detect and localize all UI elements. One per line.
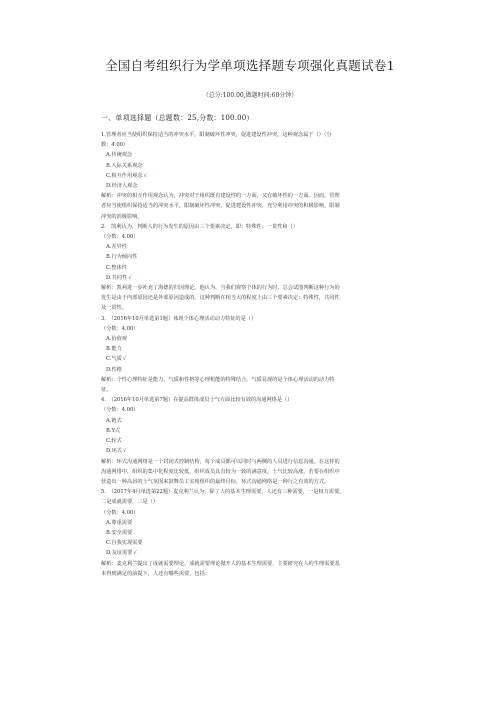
question-block <box>101 395 411 487</box>
correct-answer-checkmark: √ <box>123 448 127 455</box>
analysis-line: 发生是由于内部原因还是外部原因造成的。这种判断在相当大的程度上由三个要素决定：特殊性，共同性 <box>101 295 340 302</box>
question-stem-line: （分数：4.00） <box>101 407 139 414</box>
answer-option <box>101 252 411 262</box>
answer-option <box>101 171 411 181</box>
option-text: C.相互作用观念 <box>106 172 143 179</box>
option-text: D.环式 <box>106 448 122 455</box>
analysis-line: 及一贯性。 <box>101 305 127 312</box>
answer-option <box>101 436 411 446</box>
question-block <box>101 314 411 396</box>
option-text: C.自我实现需要 <box>106 540 143 547</box>
option-text: A.传统观念 <box>106 152 133 159</box>
option-text: C.气质 <box>106 356 122 363</box>
answer-option <box>101 416 411 426</box>
answer-option <box>101 242 411 252</box>
question-list <box>101 130 411 579</box>
option-text: A.尊重需要 <box>106 519 133 526</box>
option-text: B.人际关系观念 <box>106 162 143 169</box>
option-text: D.友谊需要 <box>106 550 133 557</box>
section-heading: 一、单项选择题（总题数：25,分数：100.00） <box>101 114 254 122</box>
option-text: A.价值观 <box>106 336 127 343</box>
option-text: D.性格 <box>106 366 122 373</box>
option-text: A.差异性 <box>106 244 127 251</box>
answer-option <box>101 528 411 538</box>
analysis-line: 营造出一种高昂的士气氛围来鼓舞员工实现组织的最终目标，环式沟通网络是一种行之有效的方式。 <box>101 478 330 485</box>
answer-option <box>101 150 411 160</box>
question-block <box>101 130 411 222</box>
question-block <box>101 487 411 579</box>
correct-answer-checkmark: √ <box>122 356 127 363</box>
analysis-line: 沟通网络中，组织的集中化程度比较低，组织成员具有较为一致的满意度，士气比较高涨。若要在组织中 <box>101 468 340 475</box>
option-text: A.链式 <box>106 417 122 424</box>
option-text: B.行为倾向性 <box>106 254 138 261</box>
option-text: B.安全需要 <box>106 529 133 536</box>
question-stem-line: 3. （2016年10月单选第1题）体现个体心理活动动力特征的是（） <box>101 315 257 322</box>
option-text: B.Y式 <box>106 427 121 434</box>
answer-option <box>101 538 411 548</box>
answer-option <box>101 161 411 171</box>
analysis-line: 解析：麦克利兰提出了成就需要理论。成就需要理论抛开人的基本生理需要，主要研究在人的生理需要基 <box>101 560 340 567</box>
question-stem-line: 数：4.00） <box>101 142 129 149</box>
question-stem-line: 1.管理者应当使组织保持适当的冲突水平，限制破坏性冲突，促进建设性冲突，这种观念属于（）（分 <box>101 132 332 138</box>
answer-option <box>101 518 411 528</box>
correct-answer-checkmark: √ <box>128 274 132 281</box>
option-text: D.经济人观念 <box>106 183 138 190</box>
answer-option <box>101 354 411 364</box>
exam-meta: （总分:100.00,做题时间:60分钟） <box>202 92 298 99</box>
correct-answer-checkmark: √ <box>133 550 137 557</box>
answer-option <box>101 273 411 283</box>
answer-option <box>101 334 411 344</box>
option-text: B.能力 <box>106 346 122 353</box>
correct-answer-checkmark: √ <box>143 172 147 179</box>
content <box>101 113 411 579</box>
question-stem-line: （分数：4.00） <box>101 234 139 241</box>
analysis-line: 冲突的消极影响。 <box>101 213 143 220</box>
question-stem-line: 4. （2016年10月单选第7题）在提高群体成员士气方面比较有效的沟通网络是（） <box>101 397 293 404</box>
option-text: D.共同性 <box>106 274 128 281</box>
answer-option <box>101 548 411 558</box>
question-stem-line: 二是成就需要，三是（） <box>101 499 159 506</box>
option-text: C.整体性 <box>106 264 127 271</box>
question-stem-line: 5. （2017年4月单选第22题）麦克利兰认为，除了人的基本生理需要，人还有三种需要，一是权力需要， <box>101 489 345 496</box>
answer-option <box>101 446 411 456</box>
analysis-line: 解析：环式沟通网络是一个封闭式控制结构，每个成员都可以同时与两侧的人员进行信息沟通。在这样的 <box>101 458 340 465</box>
analysis-line: 征。 <box>101 387 112 394</box>
analysis-line: 解析：冲突的相互作用观念认为，冲突对于组织既有建设性的一方面，又有破坏性的一方面。因而，管理 <box>101 193 340 200</box>
question-stem-line: （分数：4.00） <box>101 325 139 332</box>
answer-option <box>101 426 411 436</box>
option-text: C.轮式 <box>106 438 122 445</box>
question-stem-line: （分数：4.00） <box>101 509 139 516</box>
analysis-line: 解析：个性心理特征是能力、气质和性格等心理机能的特殊结合。气质显现的是个体心理活动的动力特 <box>101 376 335 383</box>
analysis-line: 本得到满足的前提下，人还有哪些需要，包括： <box>101 570 210 577</box>
question-block <box>101 222 411 314</box>
page-title: 全国自考组织行为学单项选择题专项强化真题试卷1 <box>105 58 395 73</box>
answer-option <box>101 263 411 273</box>
analysis-line: 解析：凯利进一步补充了海德的归因理论。他认为，当我们观察个体的行为时，总会试图判断这种行为的 <box>101 285 340 292</box>
answer-option <box>101 344 411 354</box>
answer-option <box>101 181 411 191</box>
question-stem-line: 2. 凯利认为，判断人的行为发生的原因由三个要素决定，即：特殊性、一贯性和（） <box>101 223 298 230</box>
answer-option <box>101 365 411 375</box>
analysis-line: 者应当使组织保持适当的冲突水平，限制破坏性冲突，促进建设性冲突，充分利用冲突的积极影响，限制 <box>101 203 340 210</box>
